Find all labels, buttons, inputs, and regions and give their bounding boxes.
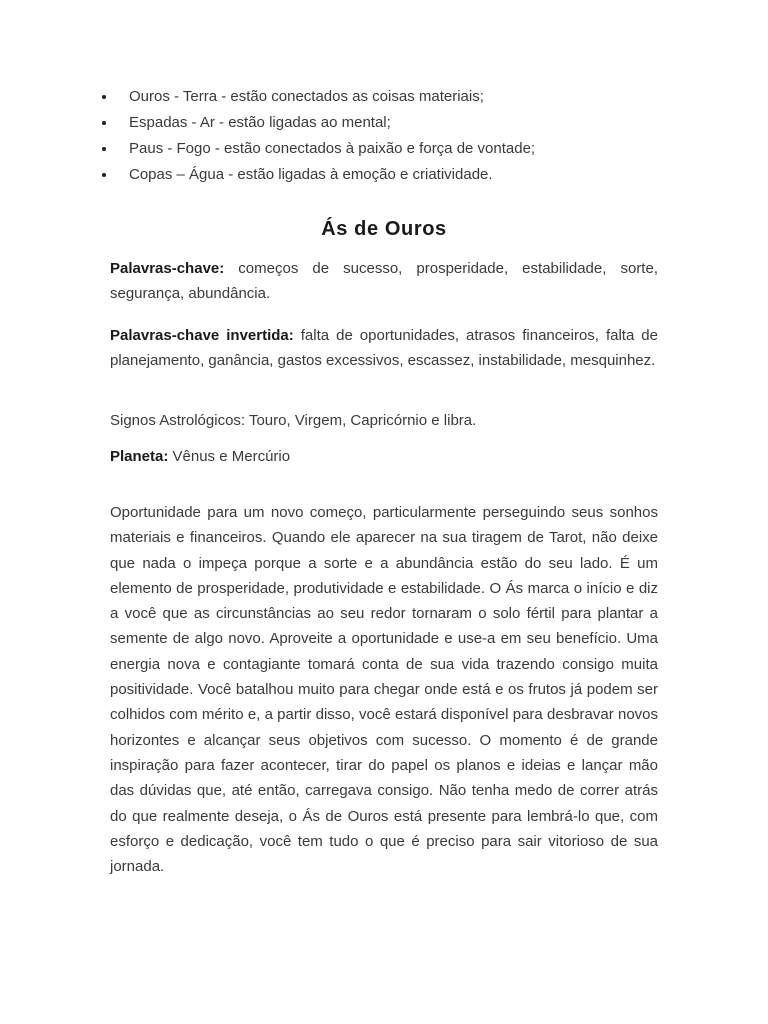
keywords-inverted-paragraph [110, 323, 658, 374]
planet-paragraph [110, 444, 658, 469]
card-title: Ás de Ouros [321, 218, 447, 240]
bullet-icon [102, 95, 106, 99]
list-item-text: Copas – Água - estão ligadas à emoção e criatividade. [129, 166, 493, 183]
keywords-inverted-text: falta de oportunidades, atrasos financeiros, falta de planejamento, ganância, gastos excessivos, escassez, instabilidade, mesquinhez. [110, 327, 658, 370]
keywords-inverted-label: Palavras-chave invertida: [110, 327, 294, 344]
list-item [102, 136, 662, 162]
suits-list [102, 84, 662, 188]
list-item [102, 110, 662, 136]
bullet-icon [102, 121, 106, 125]
list-item [102, 84, 662, 110]
bullet-icon [102, 173, 106, 177]
astrological-signs: Signos Astrológicos: Touro, Virgem, Capricórnio e libra. [110, 412, 477, 429]
planet-text: Vênus e Mercúrio [168, 448, 291, 465]
card-description: Oportunidade para um novo começo, particularmente perseguindo seus sonhos materiais e financeiros. Quando ele aparecer na sua tiragem de Tarot, não deixe que nada o impeça porque a sorte e a abundância estão do seu lado. É um elemento de prosperidade, produtividade e estabilidade. O Ás marca o início e diz a você que as circunstâncias ao seu redor tornaram o solo fértil para plantar a semente de algo novo. Aproveite a oportunidade e use-a em seu benefício. Uma energia nova e contagiante tomará conta de sua vida trazendo consigo muita positividade. Você batalhou muito para chegar onde está e os frutos já podem ser colhidos com mérito e, a partir disso, você estará disponível para desbravar novos horizontes e alcançar seus objetivos com sucesso. O momento é de grande inspiração para fazer acontecer, tirar do papel os planos e ideias e lançar mão das dúvidas que, até então, carregava consigo. Não tenha medo de correr atrás do que realmente deseja, o Ás de Ouros está presente para lembrá-lo que, com esforço e dedicação, você tem tudo o que é preciso para sair vitorioso de sua jornada. [110, 504, 658, 876]
planet-label: Planeta: [110, 448, 169, 465]
list-item [102, 162, 662, 188]
list-item-text: Espadas - Ar - estão ligadas ao mental; [129, 114, 391, 131]
list-item-text: Paus - Fogo - estão conectados à paixão e força de vontade; [129, 140, 536, 157]
keywords-label: Palavras-chave: [110, 260, 225, 277]
list-item-text: Ouros - Terra - estão conectados as coisas materiais; [129, 88, 484, 105]
bullet-icon [102, 147, 106, 151]
keywords-paragraph [110, 256, 658, 307]
keywords-text: começos de sucesso, prosperidade, estabilidade, sorte, segurança, abundância. [110, 260, 658, 303]
